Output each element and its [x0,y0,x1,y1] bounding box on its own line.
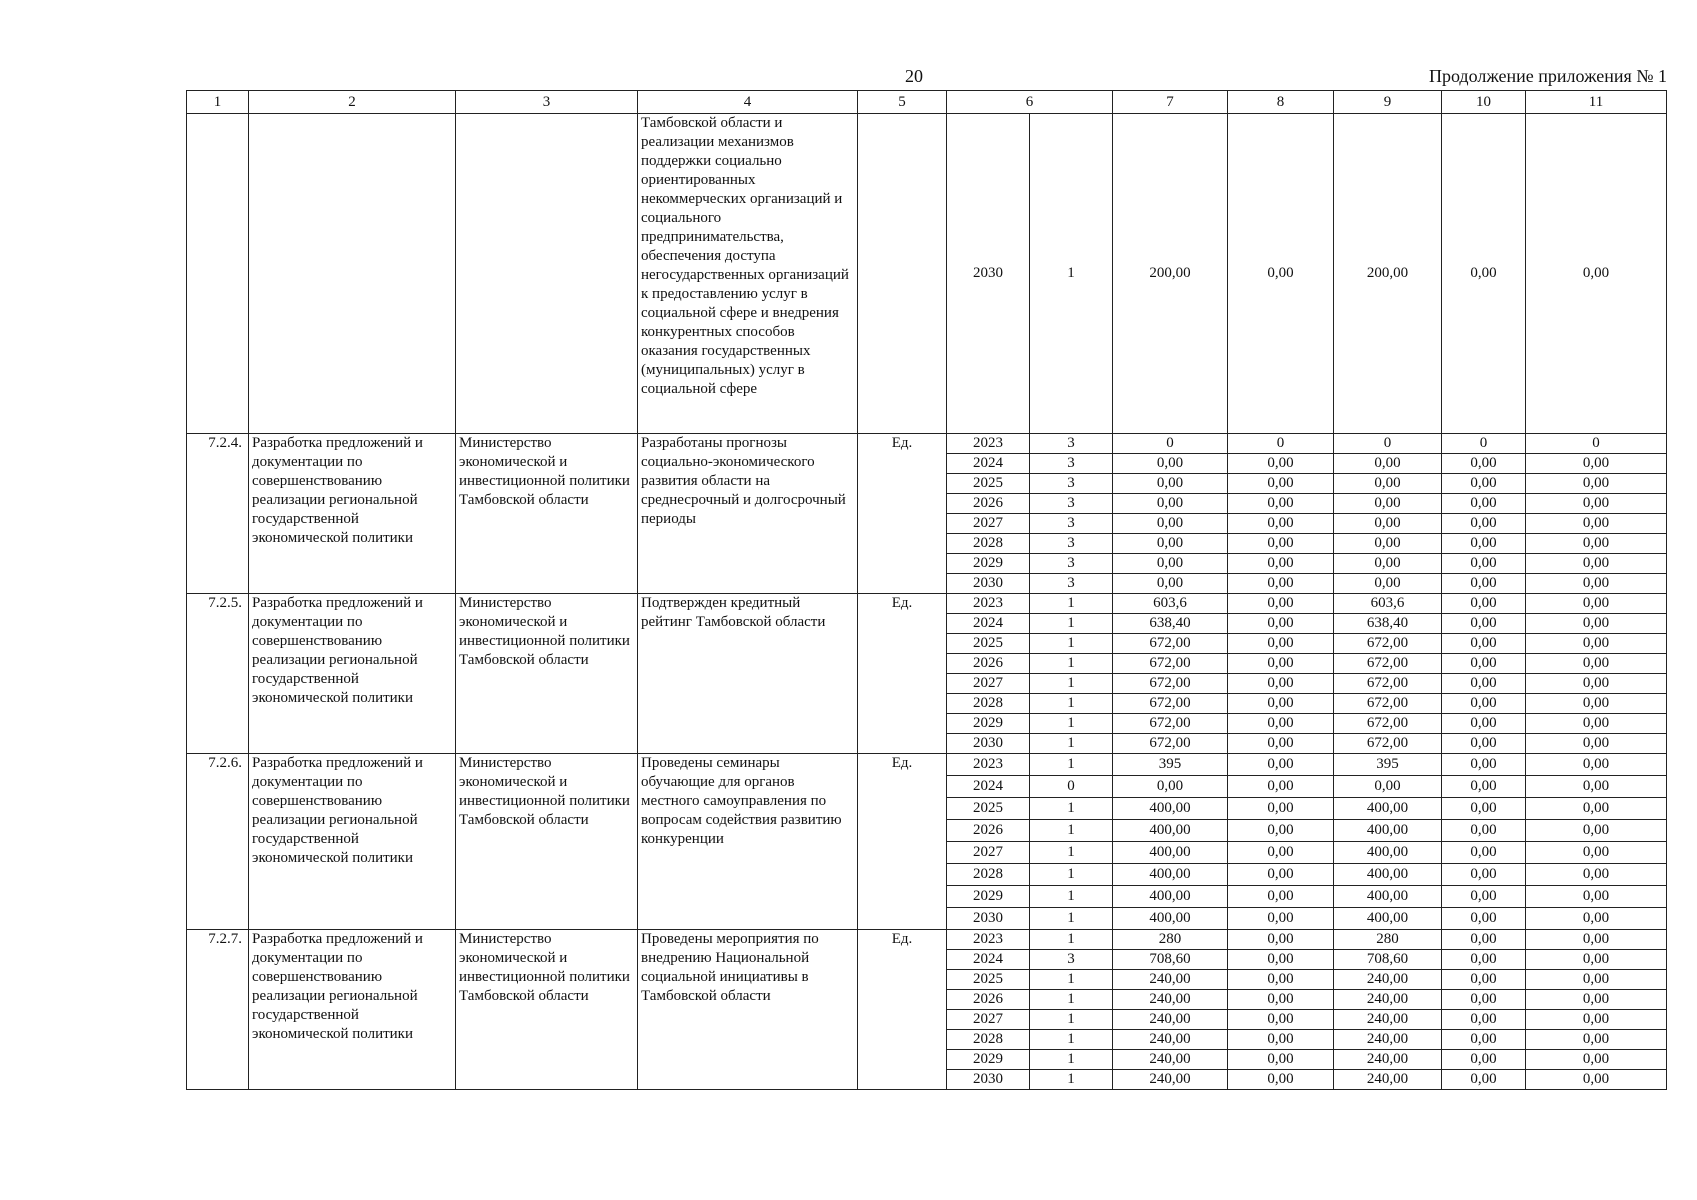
value-cell-c10: 0,00 [1442,674,1526,694]
value-cell-c10: 0,00 [1442,534,1526,554]
value-cell-c11: 0,00 [1526,594,1667,614]
year-cell: 2028 [947,1030,1030,1050]
value-cell-c9: 0,00 [1334,454,1442,474]
value-cell-c8: 0,00 [1228,754,1334,776]
year-cell: 2025 [947,474,1030,494]
value-cell-c10: 0,00 [1442,114,1526,434]
value-cell-c10: 0,00 [1442,694,1526,714]
value-cell-c9: 672,00 [1334,654,1442,674]
value-cell-c11: 0,00 [1526,654,1667,674]
value-cell-c10: 0,00 [1442,474,1526,494]
year-cell: 2030 [947,114,1030,434]
value-cell-c9: 400,00 [1334,908,1442,930]
value-cell-c10: 0,00 [1442,798,1526,820]
column-header: 5 [858,91,947,114]
value-cell-c7: 672,00 [1113,674,1228,694]
value-cell-c7: 0,00 [1113,554,1228,574]
table-row [187,114,1667,434]
value-cell-c11: 0,00 [1526,474,1667,494]
year-cell: 2024 [947,950,1030,970]
measure-name-cell: Разработка предложений и документации по совершенствованию реализации региональной государственной экономической политики [249,434,456,594]
count-cell: 1 [1030,754,1113,776]
value-cell-c11: 0,00 [1526,754,1667,776]
value-cell-c11: 0,00 [1526,930,1667,950]
value-cell-c8: 0,00 [1228,534,1334,554]
year-cell: 2027 [947,1010,1030,1030]
measure-name-cell: Разработка предложений и документации по совершенствованию реализации региональной государственной экономической политики [249,594,456,754]
value-cell-c9: 0,00 [1334,776,1442,798]
value-cell-c9: 672,00 [1334,674,1442,694]
value-cell-c9: 400,00 [1334,820,1442,842]
value-cell-c11: 0,00 [1526,798,1667,820]
value-cell-c9: 672,00 [1334,634,1442,654]
value-cell-c9: 672,00 [1334,714,1442,734]
measure-number-cell: 7.2.5. [187,594,249,754]
value-cell-c8: 0,00 [1228,798,1334,820]
unit-cell: Ед. [858,754,947,930]
value-cell-c9: 0,00 [1334,534,1442,554]
count-cell: 1 [1030,734,1113,754]
count-cell: 1 [1030,694,1113,714]
count-cell: 1 [1030,674,1113,694]
count-cell: 3 [1030,574,1113,594]
value-cell-c8: 0 [1228,434,1334,454]
value-cell-c11: 0,00 [1526,864,1667,886]
measures-table [186,90,1667,1090]
value-cell-c10: 0,00 [1442,886,1526,908]
value-cell-c9: 0,00 [1334,554,1442,574]
value-cell-c10: 0,00 [1442,494,1526,514]
table-row [187,930,1667,950]
value-cell-c8: 0,00 [1228,554,1334,574]
value-cell-c7: 603,6 [1113,594,1228,614]
year-cell: 2026 [947,990,1030,1010]
value-cell-c10: 0,00 [1442,908,1526,930]
year-cell: 2027 [947,674,1030,694]
value-cell-c9: 0 [1334,434,1442,454]
value-cell-c7: 0,00 [1113,574,1228,594]
value-cell-c7: 400,00 [1113,886,1228,908]
value-cell-c9: 240,00 [1334,1050,1442,1070]
value-cell-c9: 240,00 [1334,1030,1442,1050]
value-cell-c7: 672,00 [1113,694,1228,714]
column-header: 9 [1334,91,1442,114]
value-cell-c7: 0,00 [1113,534,1228,554]
executor-cell: Министерство экономической и инвестиционной политики Тамбовской области [456,434,638,594]
value-cell-c7: 240,00 [1113,1050,1228,1070]
count-cell: 1 [1030,820,1113,842]
value-cell-c7: 240,00 [1113,1030,1228,1050]
year-cell: 2028 [947,534,1030,554]
value-cell-c10: 0,00 [1442,1070,1526,1090]
value-cell-c10: 0,00 [1442,734,1526,754]
count-cell: 3 [1030,474,1113,494]
year-cell: 2023 [947,754,1030,776]
value-cell-c7: 638,40 [1113,614,1228,634]
value-cell-c7: 672,00 [1113,634,1228,654]
value-cell-c8: 0,00 [1228,734,1334,754]
value-cell-c10: 0,00 [1442,970,1526,990]
value-cell-c10: 0,00 [1442,1030,1526,1050]
value-cell-c9: 400,00 [1334,886,1442,908]
unit-cell: Ед. [858,594,947,754]
value-cell-c11: 0,00 [1526,734,1667,754]
value-cell-c9: 400,00 [1334,842,1442,864]
measure-number-cell: 7.2.4. [187,434,249,594]
count-cell: 3 [1030,454,1113,474]
value-cell-c7: 0,00 [1113,474,1228,494]
count-cell: 3 [1030,514,1113,534]
value-cell-c10: 0,00 [1442,820,1526,842]
unit-cell: Ед. [858,930,947,1090]
value-cell-c7: 0,00 [1113,776,1228,798]
year-cell: 2025 [947,798,1030,820]
year-cell: 2030 [947,574,1030,594]
value-cell-c7: 240,00 [1113,1010,1228,1030]
value-cell-c8: 0,00 [1228,494,1334,514]
measure-number-cell: 7.2.6. [187,754,249,930]
value-cell-c9: 672,00 [1334,694,1442,714]
year-cell: 2027 [947,842,1030,864]
unit-cell: Ед. [858,434,947,594]
year-cell: 2024 [947,454,1030,474]
value-cell-c7: 400,00 [1113,820,1228,842]
year-cell: 2027 [947,514,1030,534]
year-cell: 2028 [947,864,1030,886]
year-cell: 2030 [947,734,1030,754]
year-cell: 2029 [947,886,1030,908]
executor-cell [456,114,638,434]
count-cell: 1 [1030,970,1113,990]
value-cell-c10: 0,00 [1442,776,1526,798]
value-cell-c10: 0,00 [1442,634,1526,654]
page-number: 20 [905,66,923,86]
year-cell: 2023 [947,434,1030,454]
executor-cell: Министерство экономической и инвестиционной политики Тамбовской области [456,930,638,1090]
value-cell-c8: 0,00 [1228,776,1334,798]
year-cell: 2025 [947,970,1030,990]
count-cell: 1 [1030,1010,1113,1030]
value-cell-c9: 400,00 [1334,798,1442,820]
column-header: 7 [1113,91,1228,114]
measure-name-cell [249,114,456,434]
year-cell: 2028 [947,694,1030,714]
count-cell: 1 [1030,714,1113,734]
executor-cell: Министерство экономической и инвестиционной политики Тамбовской области [456,754,638,930]
value-cell-c7: 0,00 [1113,454,1228,474]
year-cell: 2026 [947,494,1030,514]
year-cell: 2023 [947,930,1030,950]
value-cell-c8: 0,00 [1228,950,1334,970]
count-cell: 1 [1030,1050,1113,1070]
table-row [187,754,1667,776]
value-cell-c11: 0,00 [1526,614,1667,634]
value-cell-c7: 672,00 [1113,714,1228,734]
value-cell-c10: 0,00 [1442,554,1526,574]
value-cell-c8: 0,00 [1228,886,1334,908]
count-cell: 1 [1030,1030,1113,1050]
value-cell-c9: 280 [1334,930,1442,950]
table-row [187,594,1667,614]
value-cell-c11: 0,00 [1526,554,1667,574]
column-header: 10 [1442,91,1526,114]
year-cell: 2023 [947,594,1030,614]
value-cell-c7: 395 [1113,754,1228,776]
value-cell-c9: 200,00 [1334,114,1442,434]
value-cell-c10: 0,00 [1442,454,1526,474]
value-cell-c8: 0,00 [1228,1030,1334,1050]
value-cell-c8: 0,00 [1228,634,1334,654]
value-cell-c10: 0,00 [1442,514,1526,534]
value-cell-c9: 638,40 [1334,614,1442,634]
value-cell-c7: 0,00 [1113,514,1228,534]
value-cell-c8: 0,00 [1228,930,1334,950]
column-header: 8 [1228,91,1334,114]
count-cell: 1 [1030,864,1113,886]
count-cell: 1 [1030,594,1113,614]
column-header: 3 [456,91,638,114]
value-cell-c8: 0,00 [1228,820,1334,842]
column-header: 1 [187,91,249,114]
year-cell: 2029 [947,1050,1030,1070]
value-cell-c9: 240,00 [1334,1070,1442,1090]
measure-number-cell: 7.2.7. [187,930,249,1090]
value-cell-c10: 0,00 [1442,714,1526,734]
value-cell-c7: 708,60 [1113,950,1228,970]
value-cell-c11: 0,00 [1526,820,1667,842]
value-cell-c8: 0,00 [1228,1070,1334,1090]
value-cell-c8: 0,00 [1228,908,1334,930]
value-cell-c8: 0,00 [1228,614,1334,634]
value-cell-c7: 0 [1113,434,1228,454]
result-cell: Подтвержден кредитный рейтинг Тамбовской области [638,594,858,754]
value-cell-c8: 0,00 [1228,514,1334,534]
value-cell-c10: 0,00 [1442,842,1526,864]
value-cell-c8: 0,00 [1228,714,1334,734]
value-cell-c7: 400,00 [1113,864,1228,886]
value-cell-c9: 400,00 [1334,864,1442,886]
unit-cell [858,114,947,434]
count-cell: 1 [1030,886,1113,908]
value-cell-c11: 0,00 [1526,674,1667,694]
column-number-row [187,91,1667,114]
value-cell-c7: 672,00 [1113,654,1228,674]
value-cell-c11: 0,00 [1526,886,1667,908]
value-cell-c10: 0,00 [1442,930,1526,950]
count-cell: 3 [1030,554,1113,574]
column-header: 6 [947,91,1113,114]
value-cell-c7: 240,00 [1113,970,1228,990]
value-cell-c11: 0,00 [1526,970,1667,990]
value-cell-c7: 672,00 [1113,734,1228,754]
value-cell-c11: 0,00 [1526,1070,1667,1090]
column-header: 11 [1526,91,1667,114]
count-cell: 3 [1030,434,1113,454]
value-cell-c8: 0,00 [1228,674,1334,694]
value-cell-c7: 400,00 [1113,798,1228,820]
result-cell: Проведены семинары обучающие для органов местного самоуправления по вопросам содействия развитию конкуренции [638,754,858,930]
year-cell: 2026 [947,820,1030,842]
value-cell-c8: 0,00 [1228,694,1334,714]
value-cell-c9: 0,00 [1334,474,1442,494]
count-cell: 1 [1030,930,1113,950]
measure-number-cell [187,114,249,434]
value-cell-c9: 395 [1334,754,1442,776]
count-cell: 3 [1030,534,1113,554]
value-cell-c10: 0,00 [1442,594,1526,614]
value-cell-c11: 0,00 [1526,574,1667,594]
value-cell-c7: 400,00 [1113,842,1228,864]
table-row [187,434,1667,454]
measure-name-cell: Разработка предложений и документации по совершенствованию реализации региональной государственной экономической политики [249,930,456,1090]
value-cell-c8: 0,00 [1228,594,1334,614]
year-cell: 2030 [947,1070,1030,1090]
measure-name-cell: Разработка предложений и документации по совершенствованию реализации региональной государственной экономической политики [249,754,456,930]
value-cell-c10: 0,00 [1442,574,1526,594]
value-cell-c10: 0,00 [1442,1010,1526,1030]
value-cell-c7: 0,00 [1113,494,1228,514]
value-cell-c8: 0,00 [1228,474,1334,494]
value-cell-c11: 0,00 [1526,114,1667,434]
year-cell: 2026 [947,654,1030,674]
value-cell-c7: 280 [1113,930,1228,950]
value-cell-c10: 0,00 [1442,1050,1526,1070]
value-cell-c11: 0,00 [1526,694,1667,714]
value-cell-c8: 0,00 [1228,574,1334,594]
year-cell: 2029 [947,714,1030,734]
value-cell-c10: 0,00 [1442,950,1526,970]
count-cell: 1 [1030,798,1113,820]
year-cell: 2029 [947,554,1030,574]
value-cell-c8: 0,00 [1228,1010,1334,1030]
count-cell: 1 [1030,1070,1113,1090]
value-cell-c7: 240,00 [1113,1070,1228,1090]
value-cell-c10: 0,00 [1442,990,1526,1010]
value-cell-c9: 0,00 [1334,514,1442,534]
value-cell-c10: 0,00 [1442,754,1526,776]
value-cell-c11: 0,00 [1526,494,1667,514]
value-cell-c8: 0,00 [1228,654,1334,674]
value-cell-c7: 400,00 [1113,908,1228,930]
count-cell: 0 [1030,776,1113,798]
value-cell-c11: 0 [1526,434,1667,454]
executor-cell: Министерство экономической и инвестиционной политики Тамбовской области [456,594,638,754]
year-cell: 2025 [947,634,1030,654]
count-cell: 3 [1030,950,1113,970]
value-cell-c9: 240,00 [1334,1010,1442,1030]
count-cell: 1 [1030,990,1113,1010]
value-cell-c10: 0,00 [1442,864,1526,886]
count-cell: 1 [1030,842,1113,864]
appendix-note: Продолжение приложения № 1 [1428,66,1667,86]
column-header: 4 [638,91,858,114]
value-cell-c11: 0,00 [1526,1010,1667,1030]
value-cell-c8: 0,00 [1228,114,1334,434]
value-cell-c9: 708,60 [1334,950,1442,970]
result-cell: Тамбовской области и реализации механизмов поддержки социально ориентированных некоммерческих организаций и социального предпринимательства, обеспечения доступа негосударственных организаций к предоставлению услуг в социальной сфере и внедрения конкурентных способов оказания государственных (муниципальных) услуг в социальной сфере [638,114,858,434]
value-cell-c9: 240,00 [1334,970,1442,990]
year-cell: 2030 [947,908,1030,930]
value-cell-c11: 0,00 [1526,776,1667,798]
value-cell-c8: 0,00 [1228,990,1334,1010]
column-header: 2 [249,91,456,114]
count-cell: 3 [1030,494,1113,514]
value-cell-c7: 240,00 [1113,990,1228,1010]
value-cell-c11: 0,00 [1526,534,1667,554]
value-cell-c8: 0,00 [1228,970,1334,990]
result-cell: Проведены мероприятия по внедрению Национальной социальной инициативы в Тамбовской области [638,930,858,1090]
value-cell-c11: 0,00 [1526,990,1667,1010]
value-cell-c11: 0,00 [1526,514,1667,534]
value-cell-c8: 0,00 [1228,454,1334,474]
value-cell-c11: 0,00 [1526,1050,1667,1070]
result-cell: Разработаны прогнозы социально-экономического развития области на среднесрочный и долгосрочный периоды [638,434,858,594]
year-cell: 2024 [947,776,1030,798]
value-cell-c11: 0,00 [1526,714,1667,734]
value-cell-c10: 0 [1442,434,1526,454]
value-cell-c7: 200,00 [1113,114,1228,434]
count-cell: 1 [1030,114,1113,434]
count-cell: 1 [1030,654,1113,674]
value-cell-c10: 0,00 [1442,654,1526,674]
value-cell-c11: 0,00 [1526,950,1667,970]
value-cell-c8: 0,00 [1228,1050,1334,1070]
count-cell: 1 [1030,614,1113,634]
value-cell-c8: 0,00 [1228,864,1334,886]
value-cell-c9: 0,00 [1334,494,1442,514]
value-cell-c9: 240,00 [1334,990,1442,1010]
value-cell-c10: 0,00 [1442,614,1526,634]
value-cell-c11: 0,00 [1526,908,1667,930]
value-cell-c11: 0,00 [1526,634,1667,654]
value-cell-c9: 672,00 [1334,734,1442,754]
value-cell-c9: 0,00 [1334,574,1442,594]
count-cell: 1 [1030,634,1113,654]
value-cell-c8: 0,00 [1228,842,1334,864]
value-cell-c11: 0,00 [1526,842,1667,864]
value-cell-c9: 603,6 [1334,594,1442,614]
year-cell: 2024 [947,614,1030,634]
count-cell: 1 [1030,908,1113,930]
value-cell-c11: 0,00 [1526,454,1667,474]
value-cell-c11: 0,00 [1526,1030,1667,1050]
